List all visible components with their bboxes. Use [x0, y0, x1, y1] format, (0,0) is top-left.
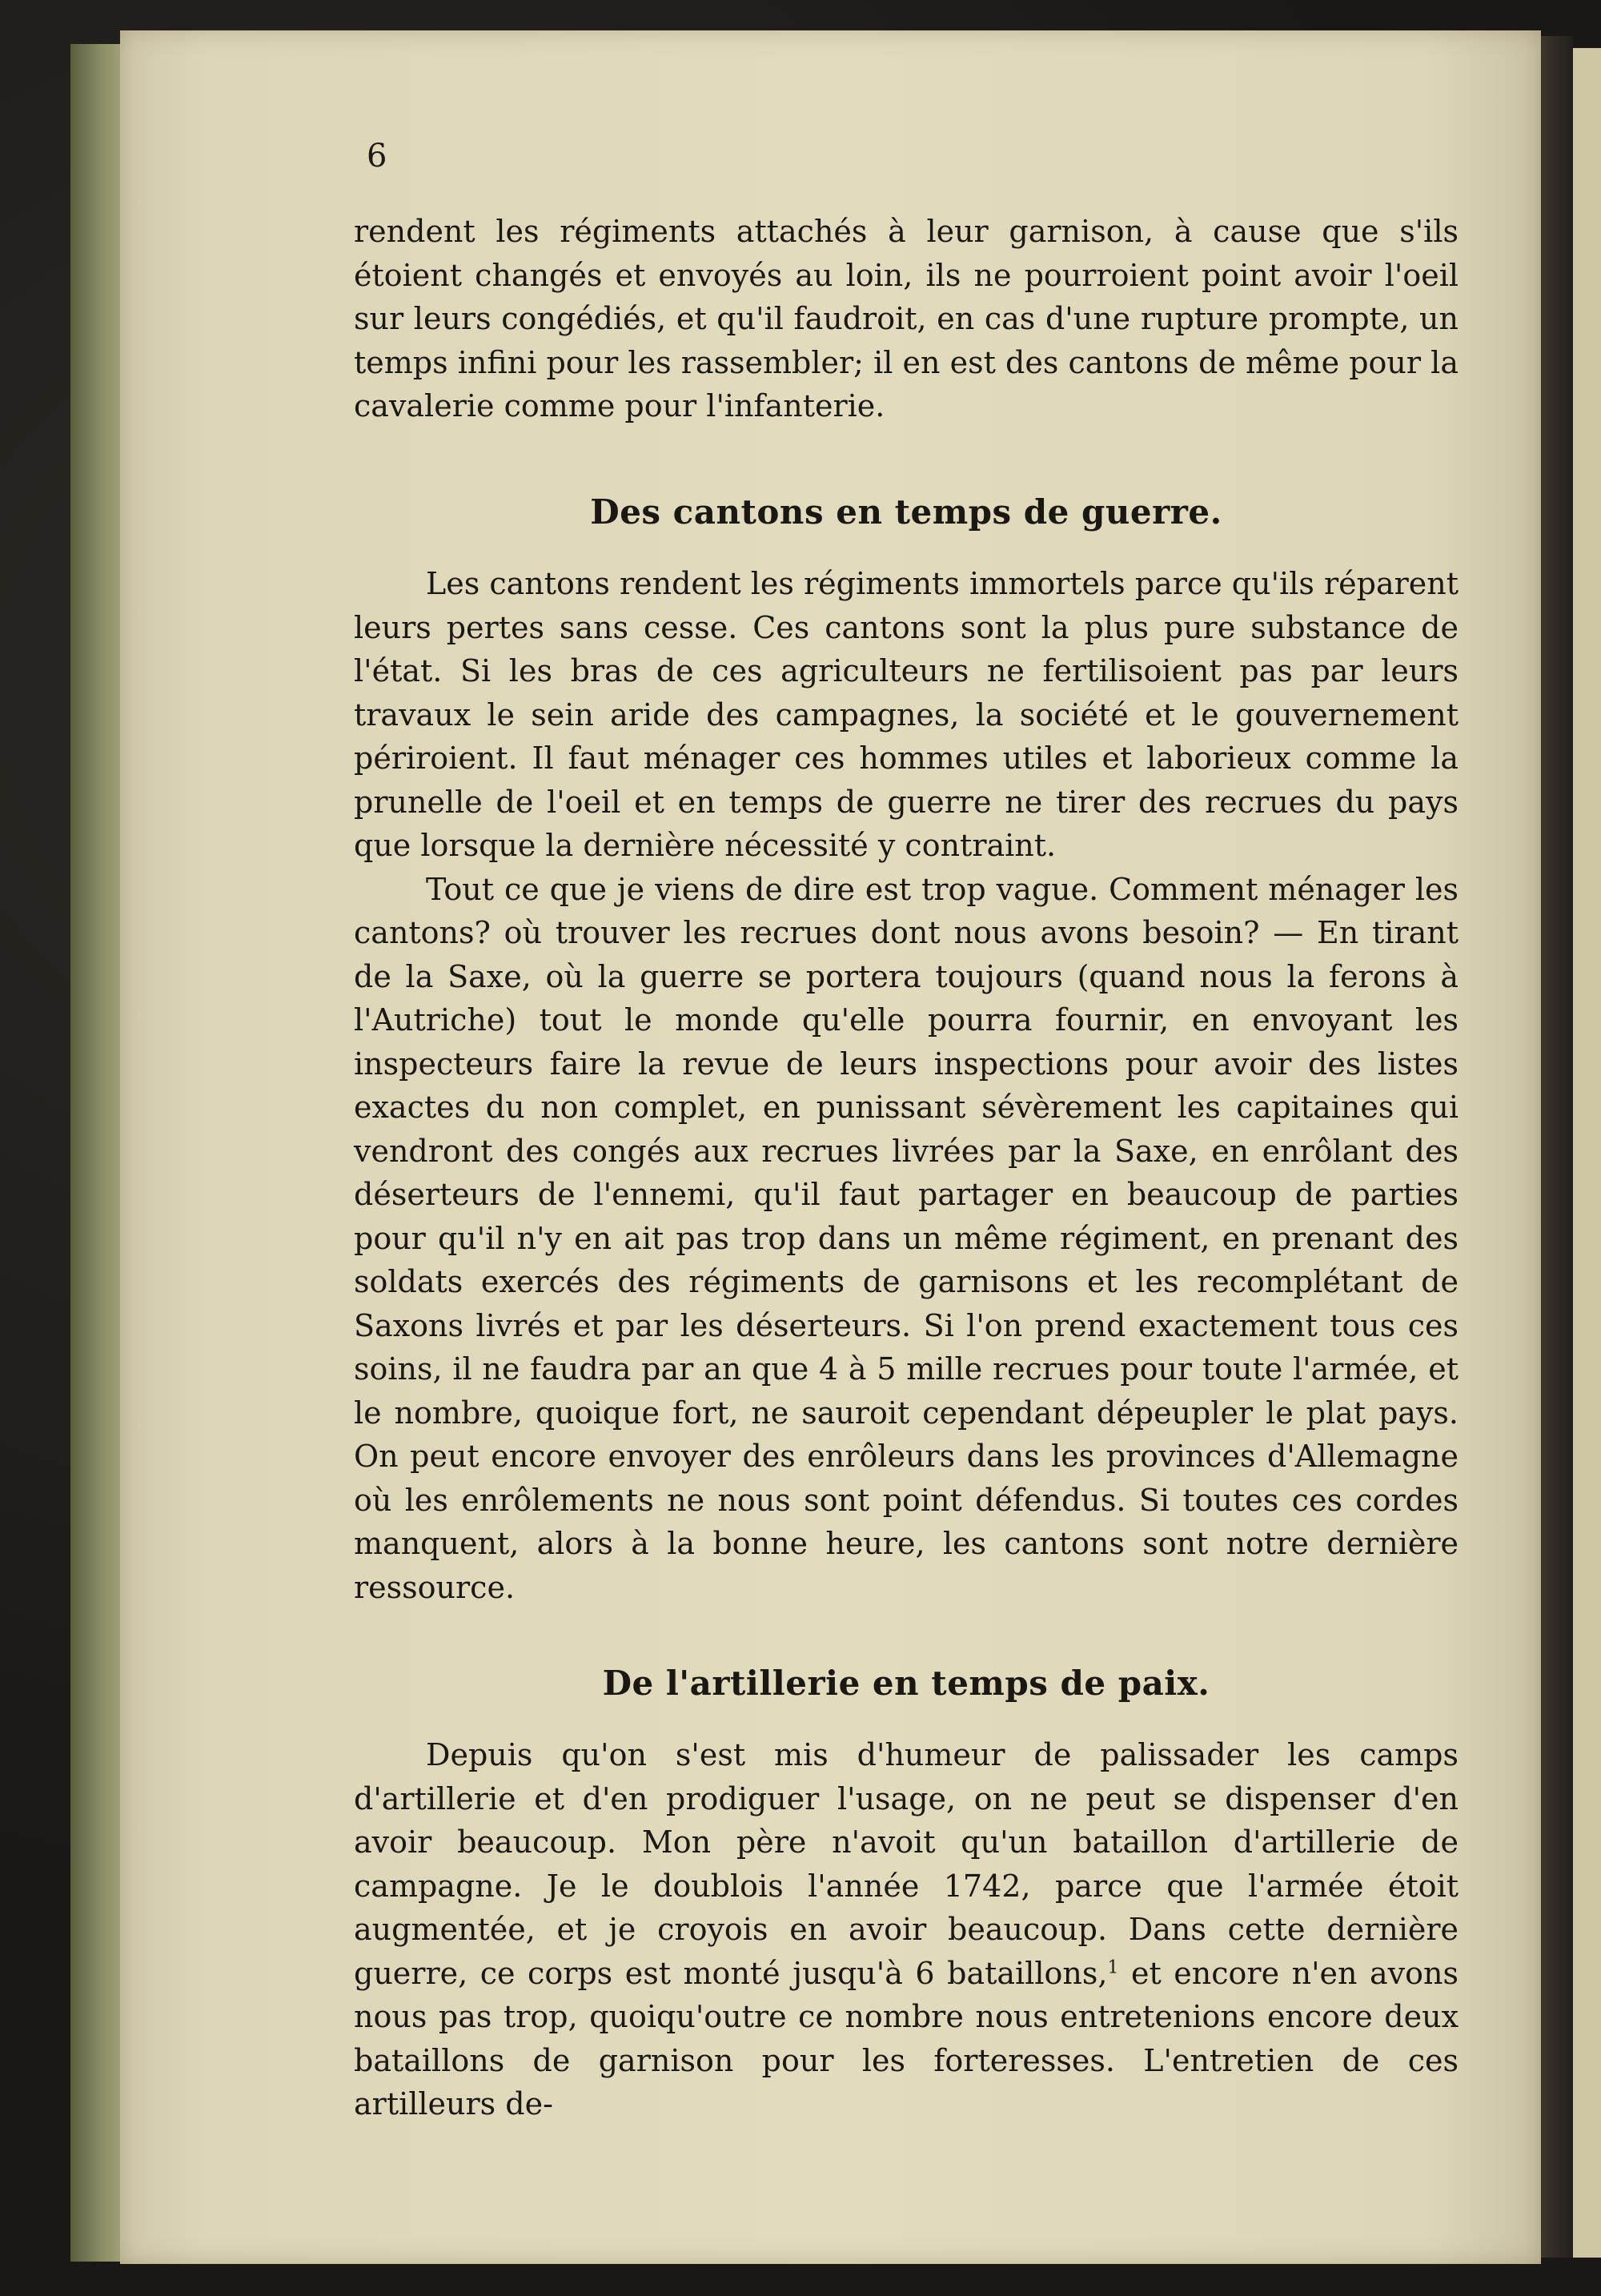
footnote-marker[interactable]: 1: [1107, 1957, 1119, 1977]
paragraph: [354, 1733, 1459, 2126]
section-heading-cantons-war: Des cantons en temps de guerre.: [590, 492, 1222, 532]
paragraph: Les cantons rendent les régiments immortels parce qu'ils réparent leurs pertes sans cesse. Ces cantons sont la plus pure substance de l'état. Si les bras de ces agriculteurs ne fertilisoient pas par leurs travaux le sein aride des campagnes, la société et le gouvernement périroient. Il faut ménager ces hommes utiles et laborieux comme la prunelle de l'oeil et en temps de guerre ne tirer des recrues du pays que lorsque la dernière nécessité y contraint.: [354, 566, 1459, 863]
section-body-artillery-peace: [354, 1733, 1459, 2126]
book-gutter: [1541, 36, 1573, 2258]
section-body-cantons-war: [354, 562, 1459, 1609]
left-page-edge: [70, 44, 126, 2262]
paragraph: rendent les régiments attachés à leur garnison, à cause que s'ils étoient changés et envoyés au loin, ils ne pourroient point avoir l'oeil sur leurs congédiés, et qu'il faudroit, en cas d'une rupture prompte, un temps infini pour les rassembler; il en est des cantons de même pour la cavalerie comme pour l'infanterie.: [354, 214, 1459, 423]
paragraph-text: et encore n'en avons nous pas trop, quoiqu'outre ce nombre nous entretenions encore deux bataillons de garnison pour les forteresses. L'entretien de ces artilleurs de-: [354, 1955, 1459, 2121]
next-page-edge: [1573, 48, 1601, 2258]
page-number: 6: [367, 138, 387, 175]
paragraph-text: Depuis qu'on s'est mis d'humeur de palissader les camps d'artillerie et d'en prodiguer l'usage, on ne peut se dispenser d'en avoir beaucoup. Mon père n'avoit qu'un bataillon d'artillerie de campagne. Je le doublois l'année 1742, parce que l'armée étoit augmentée, et je croyois en avoir beaucoup. Dans cette dernière guerre, ce corps est monté jusqu'à 6 bataillons,: [354, 1737, 1459, 1991]
continuation-text: [354, 210, 1459, 428]
section-heading-artillery-peace: De l'artillerie en temps de paix.: [602, 1664, 1210, 1703]
paragraph: Tout ce que je viens de dire est trop vague. Comment ménager les cantons? où trouver les recrues dont nous avons besoin? — En tirant de la Saxe, où la guerre se portera toujours (quand nous la ferons à l'Autriche) tout le monde qu'elle pourra fournir, en envoyant les inspecteurs faire la revue de leurs inspections pour avoir des listes exactes du non complet, en punissant sévèrement les capitaines qui vendront des congés aux recrues livrées par la Saxe, en enrôlant des déserteurs de l'ennemi, qu'il faut partager en beaucoup de parties pour qu'il n'y en ait pas trop dans un même régiment, en prenant des soldats exercés des régiments de garnisons et les recomplétant de Saxons livrés et par les déserteurs. Si l'on prend exactement tous ces soins, il ne faudra par an que 4 à 5 mille recrues pour toute l'armée, et le nombre, quoique fort, ne sauroit cependant dépeupler le plat pays. On peut encore envoyer des enrôleurs dans les provinces d'Allemagne où les enrôlements ne nous sont point défendus. Si toutes ces cordes manquent, alors à la bonne heure, les cantons sont notre dernière ressource.: [354, 871, 1459, 1605]
